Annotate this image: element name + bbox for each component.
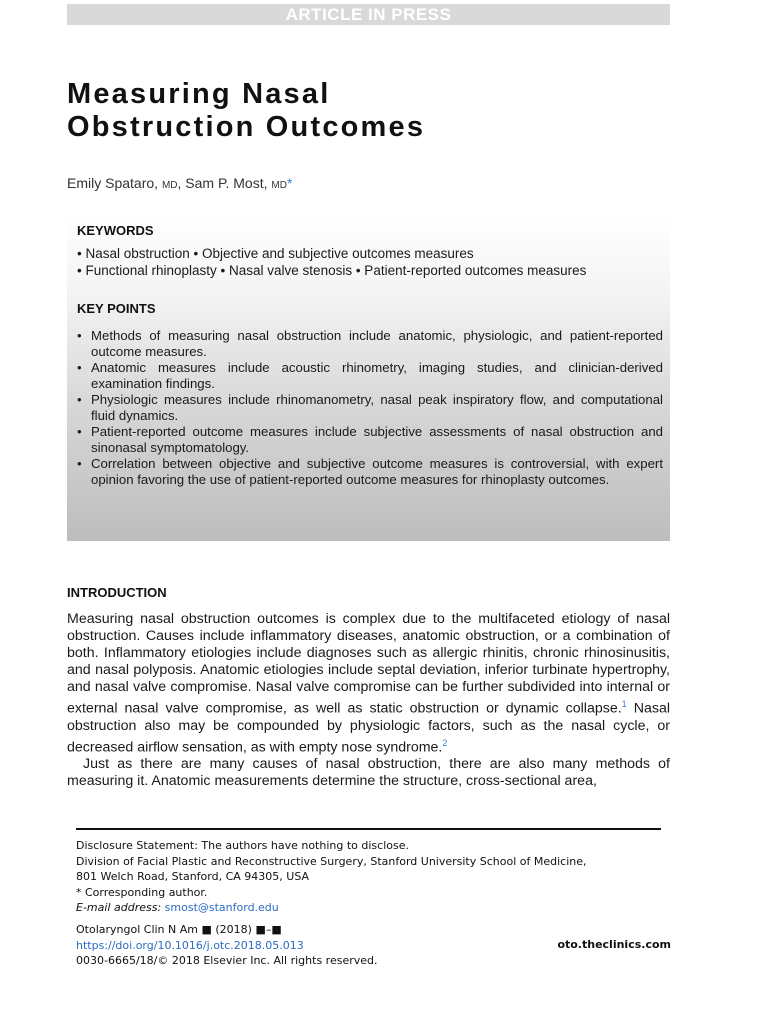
- affiliation-line-1: Division of Facial Plastic and Reconstructive Surgery, Stanford University School of Medicine,: [76, 854, 587, 868]
- journal-website-link[interactable]: oto.theclinics.com: [557, 938, 671, 951]
- keywords-line-1: • Nasal obstruction • Objective and subjective outcomes measures: [77, 246, 474, 261]
- author-2-name: Sam P. Most,: [185, 175, 272, 191]
- paragraph: [67, 611, 670, 756]
- email-line: [76, 900, 676, 916]
- title-line-1: Measuring Nasal: [67, 78, 331, 110]
- reference-link-1[interactable]: 1: [621, 699, 627, 709]
- journal-citation: Otolaryngol Clin N Am ■ (2018) ■–■: [76, 923, 282, 936]
- key-points-heading: KEY POINTS: [77, 301, 156, 316]
- author-2-degree: MD: [271, 180, 287, 191]
- journal-info: [76, 922, 671, 969]
- key-point-item: • Anatomic measures include acoustic rhinometry, imaging studies, and clinician-derived examination findings.: [77, 360, 663, 391]
- author-list: [67, 175, 292, 191]
- corresponding-author-note: * Corresponding author.: [76, 885, 208, 899]
- article-in-press-banner: ARTICLE IN PRESS: [67, 4, 670, 25]
- introduction-body: [67, 611, 670, 790]
- email-link[interactable]: smost@stanford.edu: [164, 901, 279, 914]
- footnote-divider: [76, 828, 661, 830]
- paragraph: Just as there are many causes of nasal obstruction, there are also many methods of measuring it. Anatomic measurements determine the structure, cross-sectional area,: [67, 756, 670, 790]
- affiliation-line-2: 801 Welch Road, Stanford, CA 94305, USA: [76, 870, 310, 883]
- keywords-line-2: • Functional rhinoplasty • Nasal valve stenosis • Patient-reported outcomes measures: [77, 263, 587, 278]
- key-point-item: • Methods of measuring nasal obstruction include anatomic, physiologic, and patient-reported outcome measures.: [77, 328, 663, 359]
- email-label: E-mail address:: [76, 901, 165, 914]
- key-points-list: [77, 328, 663, 487]
- title-line-2: Obstruction Outcomes: [67, 111, 426, 143]
- corresponding-author-marker[interactable]: *: [286, 175, 293, 191]
- disclosure-statement: Disclosure Statement: The authors have nothing to disclose.: [76, 839, 409, 852]
- key-point-item: • Patient-reported outcome measures include subjective assessments of nasal obstruction and sinonasal symptomatology.: [77, 424, 663, 455]
- article-title: [67, 78, 687, 144]
- author-separator: ,: [177, 175, 186, 191]
- key-point-item: • Correlation between objective and subjective outcome measures is controversial, with expert opinion favoring the use of patient-reported outcome measures for rhinoplasty outcomes.: [77, 456, 663, 487]
- reference-link-2[interactable]: 2: [442, 737, 448, 748]
- author-1-name: Emily Spataro,: [67, 175, 162, 191]
- key-point-item: • Physiologic measures include rhinomanometry, nasal peak inspiratory flow, and computational fluid dynamics.: [77, 392, 663, 423]
- author-1-degree: MD: [161, 180, 178, 191]
- doi-link[interactable]: https://doi.org/10.1016/j.otc.2018.05.013: [76, 938, 304, 952]
- introduction-heading: INTRODUCTION: [67, 585, 167, 600]
- paragraph-text: Nasal obstruction also may be compounded by physiologic factors, such as the nasal cycle, or decreased airflow sensation, as with empty nose syndrome.: [67, 700, 670, 756]
- keywords-heading: KEYWORDS: [77, 223, 154, 238]
- footnotes: [76, 838, 676, 916]
- copyright-line: 0030-6665/18/© 2018 Elsevier Inc. All rights reserved.: [76, 954, 378, 967]
- paragraph-text: Measuring nasal obstruction outcomes is complex due to the multifaceted etiology of nasal obstruction. Causes include inflammatory diseases, anatomic obstruction, or a combination of both. Inflammatory etiologies include diagnoses such as allergic rhinitis, chronic rhinosinusitis, and nasal polyposis. Anatomic etiologies include septal deviation, inferior turbinate hypertrophy, and nasal valve compromise. Nasal valve compromise can be further subdivided into internal or external nasal valve compromise, as well as static obstruction or dynamic collapse.: [67, 611, 670, 717]
- abstract-box: [67, 215, 670, 541]
- keywords-list: [77, 245, 660, 279]
